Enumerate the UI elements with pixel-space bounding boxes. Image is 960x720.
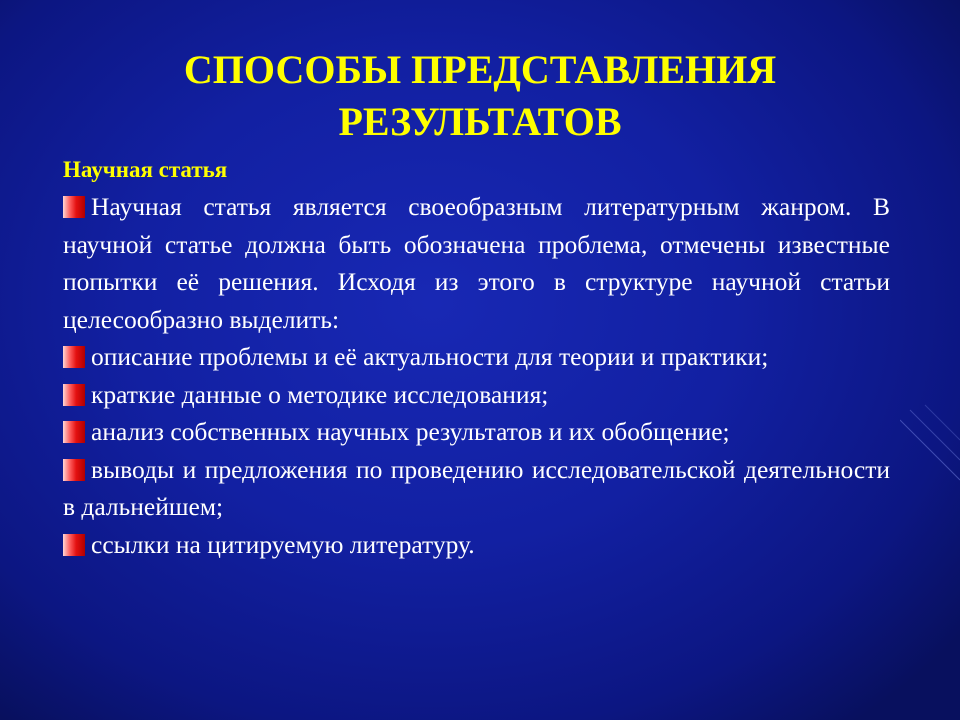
square-bullet-icon — [63, 459, 85, 481]
bullet-list — [63, 188, 890, 563]
square-bullet-icon — [63, 346, 85, 368]
list-item-text: описание проблемы и её актуальности для теории и практики; — [91, 342, 769, 371]
list-item-text: краткие данные о методике исследования; — [91, 379, 549, 409]
list-item-text: анализ собственных научных результатов и их обобщение; — [91, 417, 730, 446]
title-line-2: РЕЗУЛЬТАТОВ — [338, 99, 622, 144]
list-item — [63, 376, 890, 414]
decorative-rays — [900, 380, 960, 500]
section-subtitle: Научная статья — [63, 157, 228, 182]
list-item-text: Научная статья является своеобразным литературным жанром. В научной статье должна быть обозначена проблема, отмечены известные попытки её решения. Исходя из этого в структуре научной статьи целесообразно выделить: — [63, 192, 890, 334]
list-item — [63, 526, 890, 564]
list-item — [63, 451, 890, 526]
slide-title — [0, 44, 960, 148]
list-item — [63, 188, 890, 338]
square-bullet-icon — [63, 534, 85, 556]
list-item — [63, 338, 890, 376]
list-item-text: ссылки на цитируемую литературу. — [91, 529, 475, 559]
list-item — [63, 413, 890, 451]
list-item-text: выводы и предложения по проведению исследовательской деятельности в дальнейшем; — [63, 454, 890, 521]
square-bullet-icon — [63, 384, 85, 406]
square-bullet-icon — [63, 421, 85, 443]
title-line-1: СПОСОБЫ ПРЕДСТАВЛЕНИЯ — [183, 47, 777, 92]
square-bullet-icon — [63, 196, 85, 218]
